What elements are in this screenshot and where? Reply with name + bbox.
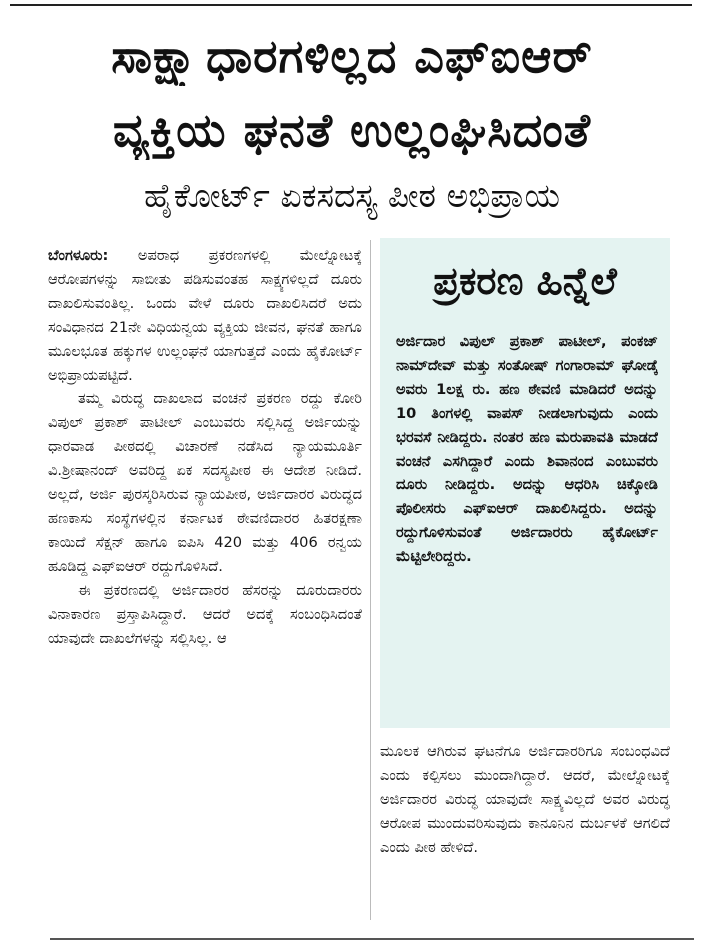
headline-line-2: ವ್ಯಕ್ತಿಯ ಘನತೆ ಉಲ್ಲಂಘಿಸಿದಂತೆ	[112, 103, 591, 157]
sidebar-box	[380, 238, 670, 728]
paragraph-1-text: ಅಪರಾಧ ಪ್ರಕರಣಗಳಲ್ಲಿ ಮೇಲ್ನೋಟಕ್ಕೆ ಆರೋಪಗಳನ್ನು ಸಾಬೀತು ಪಡಿಸುವಂತಹ ಸಾಕ್ಷ್ಯಗಳಿಲ್ಲದೆ ದೂರು ದಾಖಲಿಸುವಂತಿಲ್ಲ. ಒಂದು ವೇಳೆ ದೂರು ದಾಖಲಿಸಿದರೆ ಅದು ಸಂವಿಧಾನದ 21ನೇ ವಿಧಿಯನ್ವಯ ವ್ಯಕ್ತಿಯ ಜೀವನ, ಘನತೆ ಹಾಗೂ ಮೂಲಭೂತ ಹಕ್ಕುಗಳ ಉಲ್ಲಂಘನೆ ಯಾಗುತ್ತದೆ ಎಂದು ಹೈಕೋರ್ಟ್ ಅಭಿಪ್ರಾಯಪಟ್ಟಿದೆ.	[48, 247, 362, 384]
subheadline: ಹೈಕೋರ್ಟ್‌ ಏಕಸದಸ್ಯ ಪೀಠ ಅಭಿಪ್ರಾಯ	[143, 176, 561, 215]
article-left-column	[48, 244, 362, 924]
dateline: ಬೆಂಗಳೂರು:	[48, 247, 109, 264]
top-rule	[10, 4, 692, 6]
column-divider	[370, 240, 371, 920]
article-paragraph-3: ಈ ಪ್ರಕರಣದಲ್ಲಿ ಅರ್ಜಿದಾರರ ಹೆಸರನ್ನು ದೂರುದಾರರು ವಿನಾಕಾರಣ ಪ್ರಸ್ತಾಪಿಸಿದ್ದಾರೆ. ಆದರೆ ಅದಕ್ಕೆ ಸಂಬಂಧಿಸಿದಂತೆ ಯಾವುದೇ ದಾಖಲೆಗಳನ್ನು ಸಲ್ಲಿಸಿಲ್ಲ. ಆ	[48, 581, 362, 647]
article-continued-paragraph: ಮೂಲಕ ಆಗಿರುವ ಘಟನೆಗೂ ಅರ್ಜಿದಾರರಿಗೂ ಸಂಬಂಧವಿದೆ ಎಂದು ಕಲ್ಪಿಸಲು ಮುಂದಾಗಿದ್ದಾರೆ. ಆದರೆ, ಮೇಲ್ನೋಟಕ್ಕೆ ಅರ್ಜಿದಾರರ ವಿರುದ್ಧ ಯಾವುದೇ ಸಾಕ್ಷ್ಯವಿಲ್ಲದೆ ಅವರ ವಿರುದ್ಧ ಆರೋಪ ಮುಂದುವರಿಸುವುದು ಕಾನೂನಿನ ದುರ್ಬಳಕೆ ಆಗಲಿದೆ ಎಂದು ಪೀಠ ಹೇಳಿದೆ.	[380, 743, 670, 856]
bottom-rule	[50, 938, 694, 940]
article-paragraph-1	[48, 244, 362, 387]
sidebar-body: ಅರ್ಜಿದಾರ ವಿಪುಲ್ ಪ್ರಕಾಶ್ ಪಾಟೀಲ್, ಪಂಕಜ್ ನಾಮ್‌ದೇವ್ ಮತ್ತು ಸಂತೋಷ್ ಗಂಗಾರಾಮ್ ಘೋಡ್ಕೆ ಅವರು 1ಲಕ್ಷ ರು. ಹಣ ಠೇವಣಿ ಮಾಡಿದರೆ ಅದನ್ನು 10 ತಿಂಗಳಲ್ಲಿ ವಾಪಸ್ ನೀಡಲಾಗುವುದು ಎಂದು ಭರವಸೆ ನೀಡಿದ್ದರು. ನಂತರ ಹಣ ಮರುಪಾವತಿ ಮಾಡದೆ ವಂಚನೆ ಎಸಗಿದ್ದಾರೆ ಎಂದು ಶಿವಾನಂದ ಎಂಬುವರು ದೂರು ನೀಡಿದ್ದರು. ಅದನ್ನು ಆಧರಿಸಿ ಚಿಕ್ಕೋಡಿ ಪೊಲೀಸರು ಎಫ್‌ಐಆರ್ ದಾಖಲಿಸಿದ್ದರು. ಅದನ್ನು ರದ್ದುಗೊಳಿಸುವಂತೆ ಅರ್ಜಿದಾರರು ಹೈಕೋರ್ಟ್ ಮೆಟ್ಟಿಲೇರಿದ್ದರು.	[396, 333, 658, 566]
article-right-column	[380, 740, 670, 920]
article-paragraph-2: ತಮ್ಮ ವಿರುದ್ಧ ದಾಖಲಾದ ವಂಚನೆ ಪ್ರಕರಣ ರದ್ದು ಕೋರಿ ವಿಪುಲ್ ಪ್ರಕಾಶ್ ಪಾಟೀಲ್ ಎಂಬುವರು ಸಲ್ಲಿಸಿದ್ದ ಅರ್ಜಿಯನ್ನು ಧಾರವಾಡ ಪೀಠದಲ್ಲಿ ವಿಚಾರಣೆ ನಡೆಸಿದ ನ್ಯಾಯಮೂರ್ತಿ ವಿ.ಶ್ರೀಷಾನಂದ್ ಅವರಿದ್ದ ಏಕ ಸದಸ್ಯಪೀಠ ಈ ಆದೇಶ ನೀಡಿದೆ. ಅಲ್ಲದೆ, ಅರ್ಜಿ ಪುರಸ್ಕರಿಸಿರುವ ನ್ಯಾಯಪೀಠ, ಅರ್ಜಿದಾರರ ವಿರುದ್ಧದ ಹಣಕಾಸು ಸಂಸ್ಥೆಗಳಲ್ಲಿನ ಕರ್ನಾಟಕ ಠೇವಣಿದಾರರ ಹಿತರಕ್ಷಣಾ ಕಾಯಿದೆ ಸೆಕ್ಷನ್ ಹಾಗೂ ಐಪಿಸಿ 420 ಮತ್ತು 406 ರನ್ವಯ ಹೂಡಿದ್ದ ಎಫ್‌ಐಆರ್ ರದ್ದುಗೊಳಿಸಿದೆ.	[48, 390, 362, 575]
headline-line-1: ಸಾಕ್ಷ್ಯಾಧಾರಗಳಿಲ್ಲದ ಎಫ್‌ಐಆರ್	[111, 29, 593, 83]
sidebar-title: ಪ್ರಕರಣ ಹಿನ್ನೆಲೆ	[433, 259, 617, 303]
